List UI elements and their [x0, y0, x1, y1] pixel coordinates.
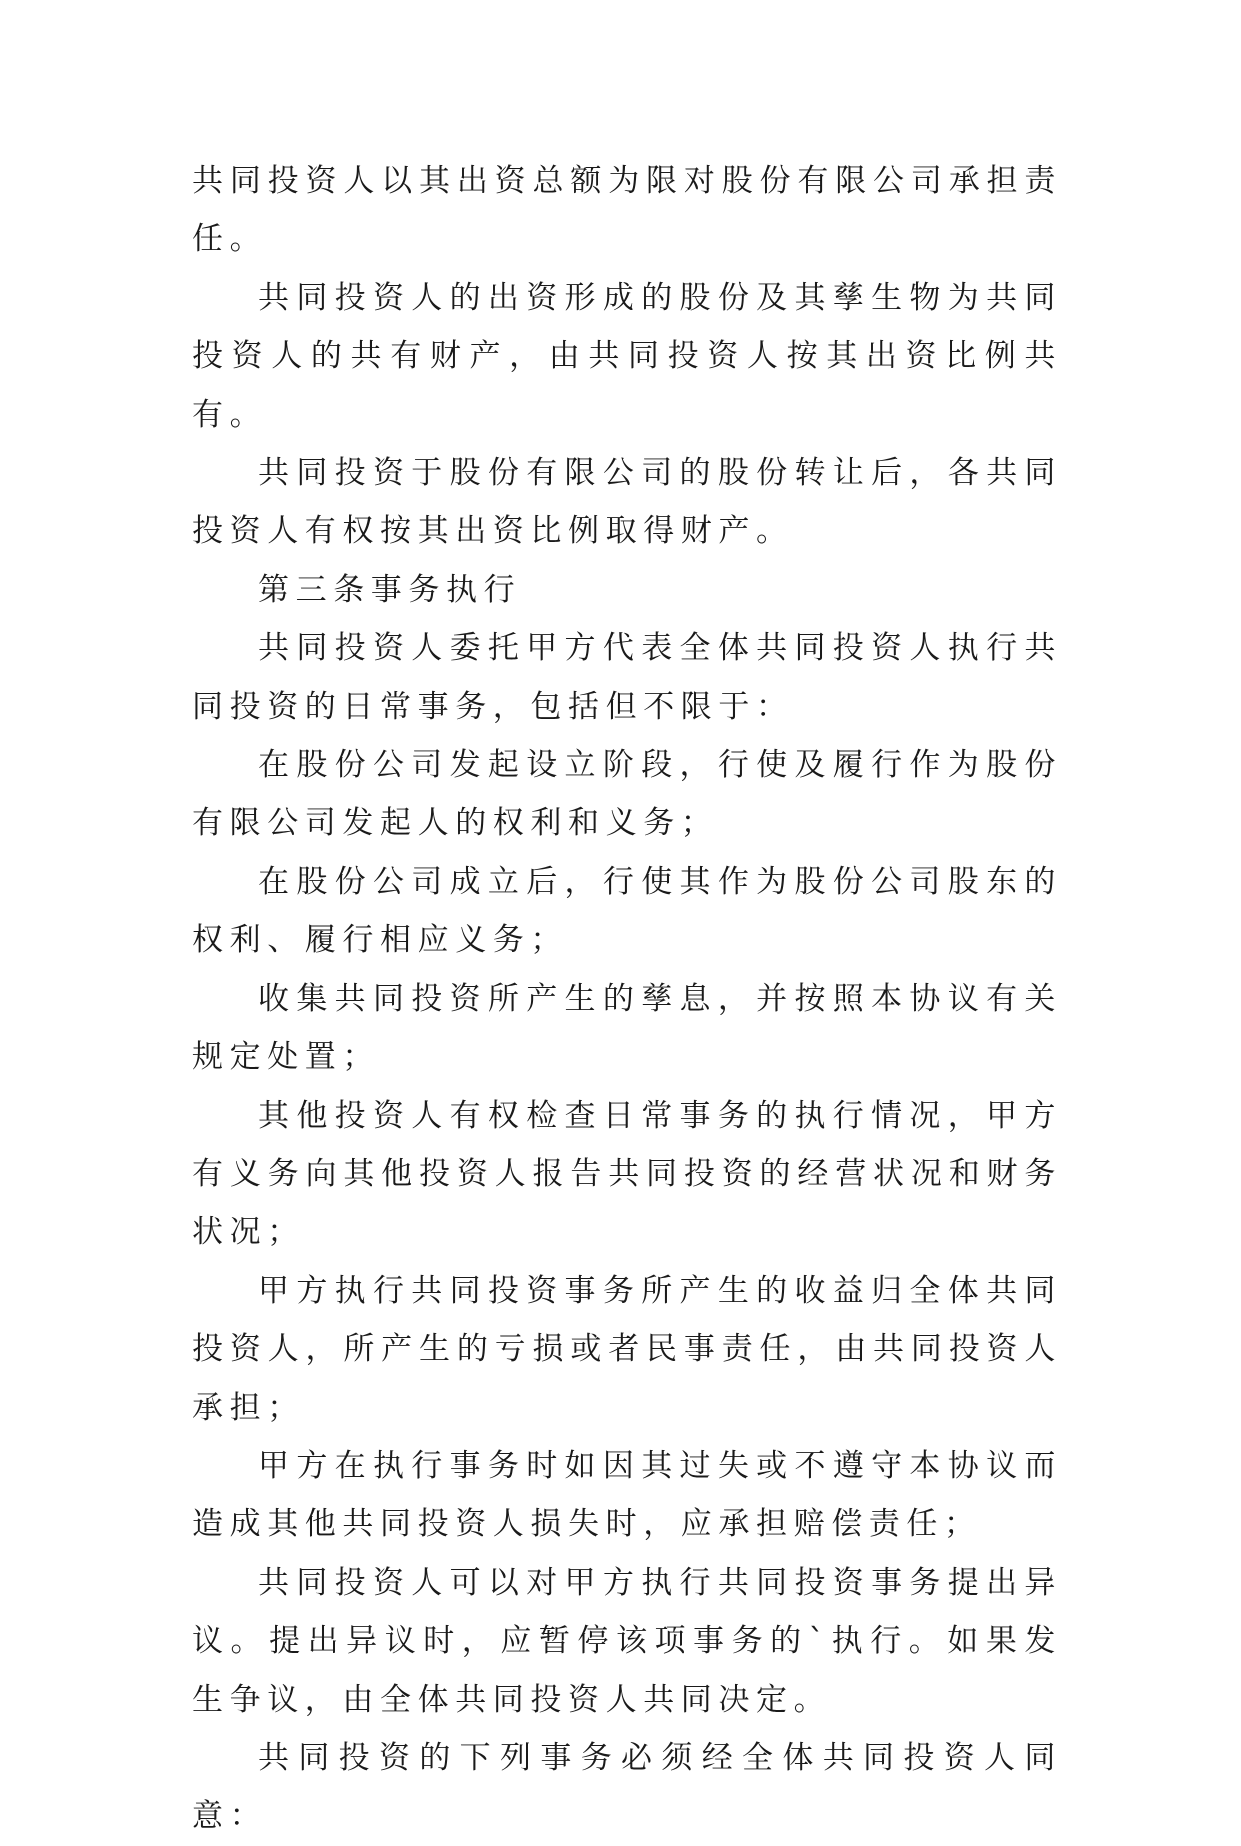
paragraph-profit-loss: 甲方执行共同投资事务所产生的收益归全体共同投资人，所产生的亏损或者民事责任，由共同投资人承担；: [192, 1272, 1062, 1426]
section-heading-article-3: 第三条事务执行: [258, 571, 522, 608]
paragraph-liability: 共同投资人以其出资总额为限对股份有限公司承担责任。: [192, 163, 1062, 258]
paragraph-share-transfer: 共同投资于股份有限公司的股份转让后，各共同投资人有权按其出资比例取得财产。: [192, 455, 1062, 550]
paragraph-objection: 共同投资人可以对甲方执行共同投资事务提出异议。提出异议时，应暂停该项事务的`执行。如果发生争议，由全体共同投资人共同决定。: [192, 1564, 1062, 1718]
paragraph-founding-stage: 在股份公司发起设立阶段，行使及履行作为股份有限公司发起人的权利和义务；: [192, 747, 1062, 842]
paragraph-collect-interest: 收集共同投资所产生的孳息，并按照本协议有关规定处置；: [192, 980, 1062, 1076]
paragraph-unanimous-consent: 共同投资的下列事务必须经全体共同投资人同意：: [192, 1739, 1062, 1835]
paragraph-inspection-right: 其他投资人有权检查日常事务的执行情况，甲方有义务向其他投资人报告共同投资的经营状况和财务状况；: [192, 1097, 1062, 1251]
document-body: [192, 152, 1062, 1846]
paragraph-delegation: 共同投资人委托甲方代表全体共同投资人执行共同投资的日常事务，包括但不限于：: [192, 630, 1062, 725]
paragraph-after-establishment: 在股份公司成立后，行使其作为股份公司股东的权利、履行相应义务；: [192, 863, 1062, 959]
paragraph-compensation: 甲方在执行事务时如因其过失或不遵守本协议而造成其他共同投资人损失时，应承担赔偿责任；: [192, 1447, 1062, 1543]
paragraph-joint-property: 共同投资人的出资形成的股份及其孳生物为共同投资人的共有财产，由共同投资人按其出资比例共有。: [192, 279, 1062, 433]
